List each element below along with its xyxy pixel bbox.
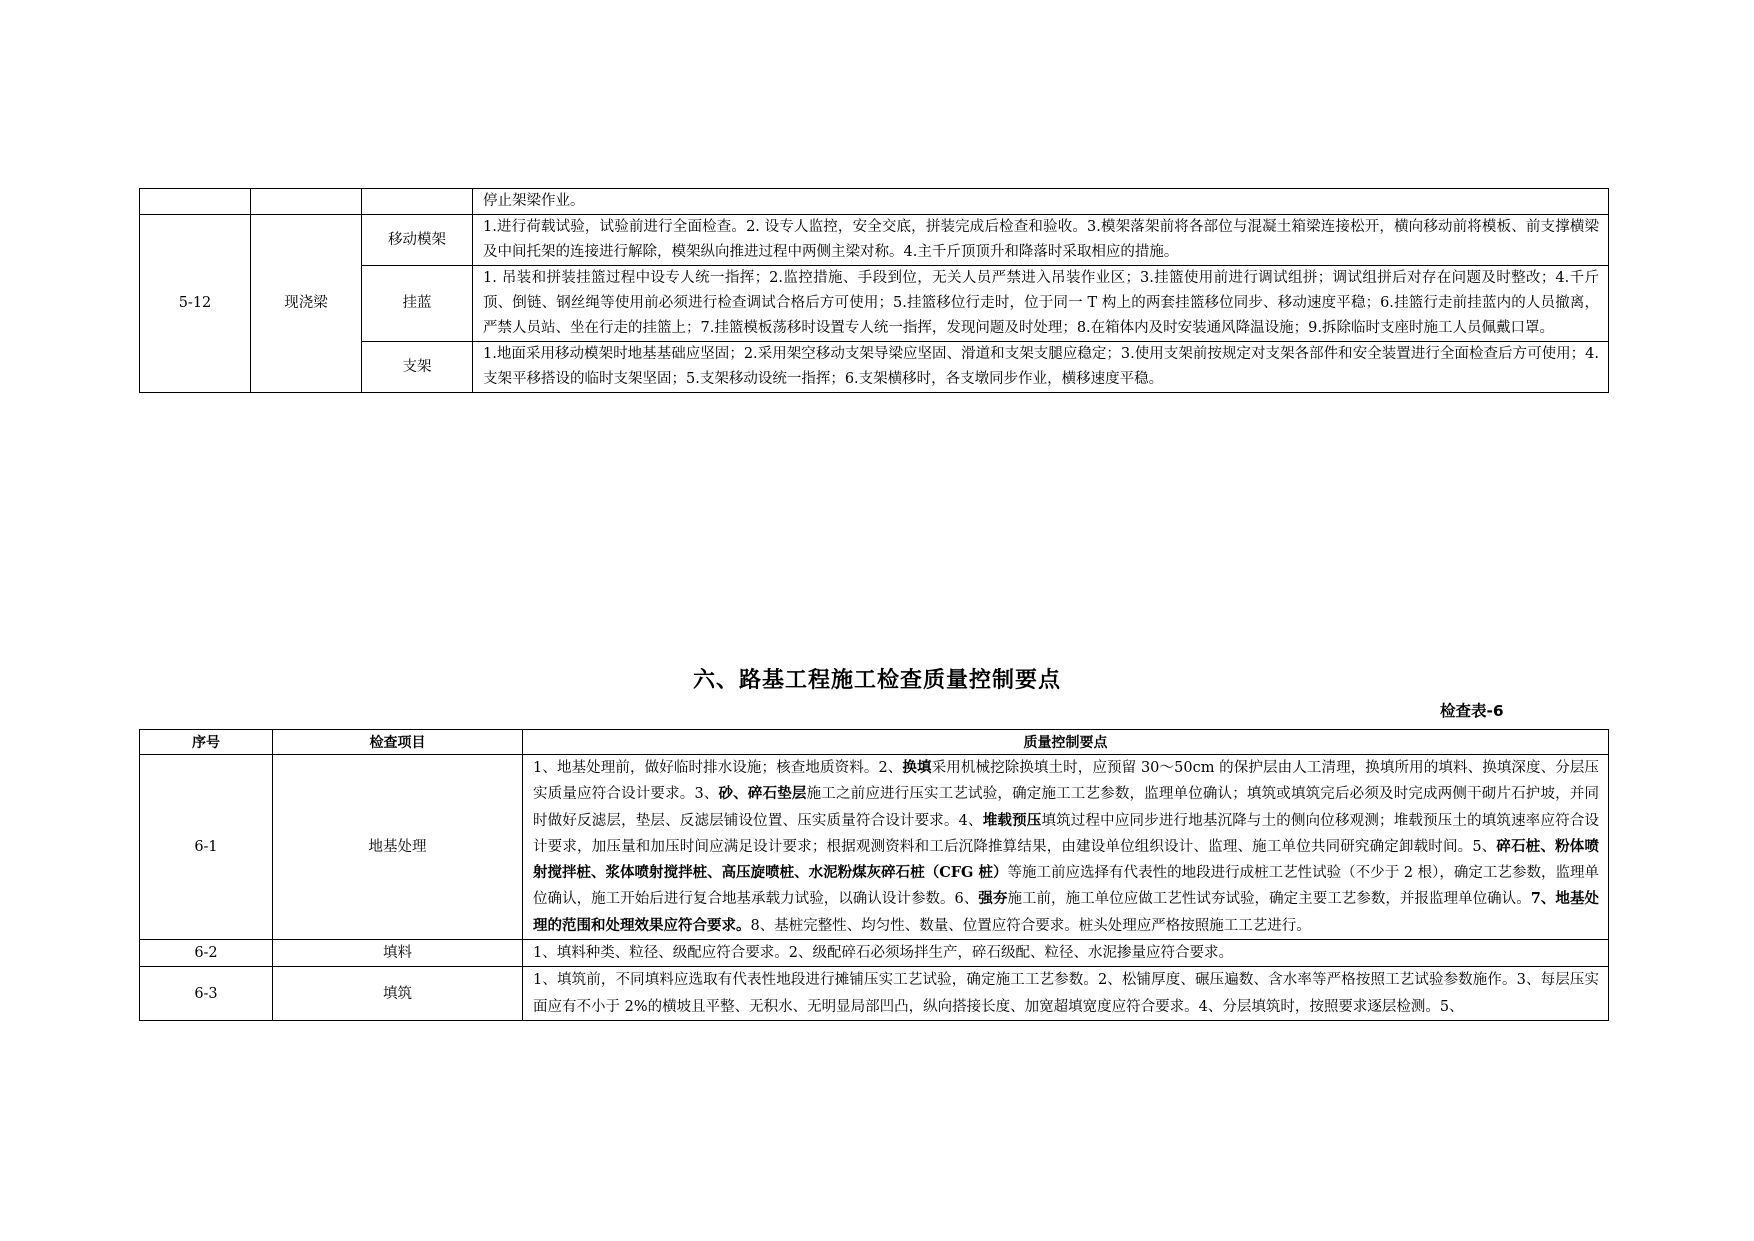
body-text: 施工之前应进行压实工艺试验，确定施工工艺参数，监理单位确认；填筑或填筑完后必须及时完成两侧干砌片石护坡，并同时做好反滤层，垫层、反滤层铺设位置、压实质量符合设计要求。4、: [533, 786, 1600, 829]
row-item-cell: 填筑: [273, 967, 523, 1021]
row-item-cell: 填料: [273, 940, 523, 967]
row-number-cell: 6-2: [140, 940, 273, 967]
emphasis-text: 碎石桩、粉体喷射搅拌桩、浆体喷射搅拌桩、高压旋喷桩、水泥粉煤灰碎石桩（CFG 桩）: [533, 837, 1599, 882]
emphasis-text: 堆载预压: [982, 811, 1042, 829]
body-text: 施工前，施工单位应做工艺性试夯试验，确定主要工艺参数，并报监理单位确认。: [1007, 891, 1531, 908]
table-row: [140, 967, 1609, 1021]
header-item: 检查项目: [273, 730, 523, 755]
body-text: 1、填筑前，不同填料应选取有代表性地段进行摊铺压实工艺试验，确定施工工艺参数。2、松铺厚度、碾压遍数、含水率等严格按照工艺试验参数施作。3、每层压实面应有不小于 2%的横坡且平整、无积水、无明显局部凹凸，纵向搭接长度、加宽超填宽度应符合要求。4、分层填筑时，按照要求逐层检测。5、: [533, 972, 1599, 1015]
body-text: 8、基桩完整性、均匀性、数量、位置应符合要求。桩头处理应严格按照施工工艺进行。: [750, 917, 1311, 934]
empty-cell: [140, 189, 251, 215]
body-text: 1、填料种类、粒径、级配应符合要求。2、级配碎石必须场拌生产，碎石级配、粒径、水泥掺量应符合要求。: [533, 945, 1233, 962]
subitem-text-cell: 1.进行荷载试验，试验前进行全面检查。2. 设专人监控，安全交底，拼装完成后检查和验收。3.模架落架前将各部位与混凝土箱梁连接松开，横向移动前将模板、前支撑横梁及中间托架的连接进行解除，模架纵向推进过程中两侧主梁对称。4.主千斤顶顶升和降落时采取相应的措施。: [473, 215, 1609, 266]
emphasis-text: 砂、碎石垫层: [718, 785, 807, 803]
row-number-cell: 6-1: [140, 755, 273, 940]
row-points-cell: [523, 940, 1609, 967]
subitem-name-cell: 支架: [362, 342, 473, 393]
row-points-cell: [523, 967, 1609, 1021]
table-5-continuation: [139, 188, 1609, 393]
item-name-cell: 现浇梁: [251, 215, 362, 393]
row-number-cell: 6-3: [140, 967, 273, 1021]
emphasis-text: 7、地基处理的范围和处理效果应符合要求。: [533, 890, 1600, 934]
continued-text-cell: 停止架梁作业。: [473, 189, 1609, 215]
header-points: 质量控制要点: [523, 730, 1609, 755]
section-title: 六、路基工程施工检查质量控制要点: [692, 668, 1061, 693]
subitem-name-cell: 挂蓝: [362, 266, 473, 342]
subitem-text-cell: 1. 吊装和拼装挂篮过程中设专人统一指挥；2.监控措施、手段到位，无关人员严禁进入吊装作业区；3.挂篮使用前进行调试组拼；调试组拼后对存在问题及时整改；4.千斤顶、倒链、钢丝绳等使用前必须进行检查调试合格后方可使用；5.挂篮移位行走时，位于同一 T 构上的两套挂篮移位同步、移动速度平稳；6.挂篮行走前挂蓝内的人员撤离，严禁人员站、坐在行走的挂篮上；7.挂篮模板荡移时设置专人统一指挥，发现问题及时处理；8.在箱体内及时安装通风降温设施；9.拆除临时支座时施工人员佩戴口罩。: [473, 266, 1609, 342]
header-no: 序号: [140, 730, 273, 755]
emphasis-text: 强夯: [978, 890, 1008, 908]
item-number-cell: 5-12: [140, 215, 251, 393]
emphasis-text: 换填: [902, 759, 932, 776]
subitem-text-cell: 1.地面采用移动模架时地基基础应坚固；2.采用架空移动支架导梁应坚固、滑道和支架支腿应稳定；3.使用支架前按规定对支架各部件和安全装置进行全面检查后方可使用；4.支架平移搭设的临时支架坚固；5.支架移动设统一指挥；6.支架横移时，各支墩同步作业，横移速度平稳。: [473, 342, 1609, 393]
table-label: 检查表-6: [1440, 702, 1504, 720]
body-text: 填筑过程中应同步进行地基沉降与土的侧向位移观测；堆载预压土的填筑速率应符合设计要求，加压量和加压时间应满足设计要求；根据观测资料和工后沉降推算结果，由建设单位组织设计、监理、施工单位共同研究确定卸载时间。5、: [533, 812, 1599, 855]
table-row: [140, 189, 1609, 215]
body-text: 采用机械挖除换填土时，应预留 30～50cm 的保护层由人工清理，换填所用的填料、换填深度、分层压实质量应符合设计要求。3、: [533, 760, 1600, 803]
table-row: [140, 215, 1609, 266]
empty-cell: [251, 189, 362, 215]
table-row: [140, 755, 1609, 940]
table-header-row: [140, 730, 1609, 755]
table-6: [139, 729, 1609, 1021]
row-points-cell: [523, 755, 1609, 940]
subitem-name-cell: 移动模架: [362, 215, 473, 266]
row-item-cell: 地基处理: [273, 755, 523, 940]
empty-cell: [362, 189, 473, 215]
body-text: 1、地基处理前，做好临时排水设施；核查地质资料。2、: [533, 760, 903, 776]
body-text: 等施工前应选择有代表性的地段进行成桩工艺性试验（不少于 2 根），确定工艺参数，监理单位确认，施工开始后进行复合地基承载力试验，以确认设计参数。6、: [533, 865, 1599, 908]
table-row: [140, 940, 1609, 967]
